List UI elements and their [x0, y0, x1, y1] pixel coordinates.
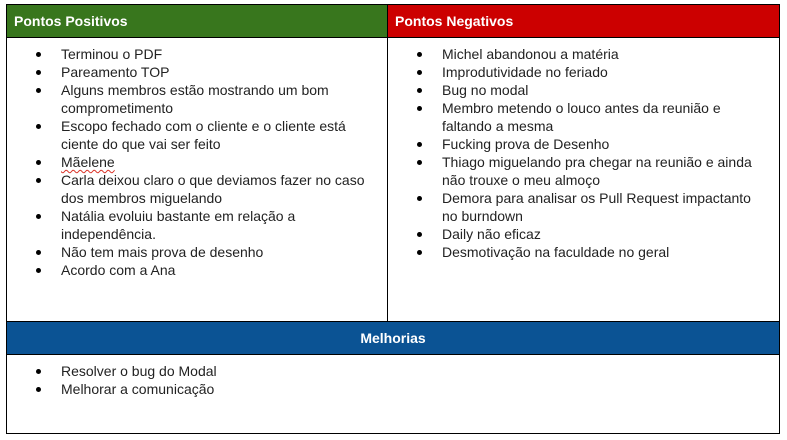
- list-item[interactable]: Bug no modal: [417, 81, 765, 99]
- negative-points-header[interactable]: [388, 5, 780, 38]
- list-item[interactable]: Não tem mais prova de desenho: [36, 243, 373, 261]
- list-item[interactable]: Carla deixou claro o que deviamos fazer no caso dos membros miguelando: [36, 171, 373, 207]
- negative-points-cell[interactable]: [388, 38, 780, 322]
- list-item[interactable]: Resolver o bug do Modal: [36, 362, 765, 380]
- list-item[interactable]: Natália evoluiu bastante em relação a independência.: [36, 207, 373, 243]
- improvements-header[interactable]: [7, 322, 780, 355]
- list-item[interactable]: Fucking prova de Desenho: [417, 135, 765, 153]
- list-item[interactable]: Pareamento TOP: [36, 63, 373, 81]
- negative-points-list: [388, 38, 779, 261]
- list-item[interactable]: Michel abandonou a matéria: [417, 45, 765, 63]
- list-item[interactable]: Melhorar a comunicação: [36, 380, 765, 398]
- positive-points-list: [7, 38, 387, 279]
- improvements-cell[interactable]: [7, 355, 780, 434]
- improvements-title: Melhorias: [360, 330, 426, 346]
- list-item[interactable]: Acordo com a Ana: [36, 261, 373, 279]
- list-item[interactable]: [36, 153, 373, 171]
- positive-points-cell[interactable]: [7, 38, 388, 322]
- list-item[interactable]: Daily não eficaz: [417, 225, 765, 243]
- list-item[interactable]: Membro metendo o louco antes da reunião e faltando a mesma: [417, 99, 765, 135]
- list-item[interactable]: Alguns membros estão mostrando um bom comprometimento: [36, 81, 373, 117]
- list-item[interactable]: Thiago miguelando pra chegar na reunião e ainda não trouxe o meu almoço: [417, 153, 765, 189]
- improvements-list: [7, 355, 779, 398]
- list-item[interactable]: Improdutividade no feriado: [417, 63, 765, 81]
- list-item[interactable]: Escopo fechado com o cliente e o cliente está ciente do que vai ser feito: [36, 117, 373, 153]
- list-item[interactable]: Demora para analisar os Pull Request impactanto no burndown: [417, 189, 765, 225]
- retrospective-table: [6, 4, 780, 434]
- positive-points-header[interactable]: [7, 5, 388, 38]
- positive-points-title: Pontos Positivos: [14, 13, 128, 29]
- spellcheck-word: Mãelene: [61, 154, 115, 170]
- list-item[interactable]: Terminou o PDF: [36, 45, 373, 63]
- list-item[interactable]: Desmotivação na faculdade no geral: [417, 243, 765, 261]
- negative-points-title: Pontos Negativos: [395, 13, 514, 29]
